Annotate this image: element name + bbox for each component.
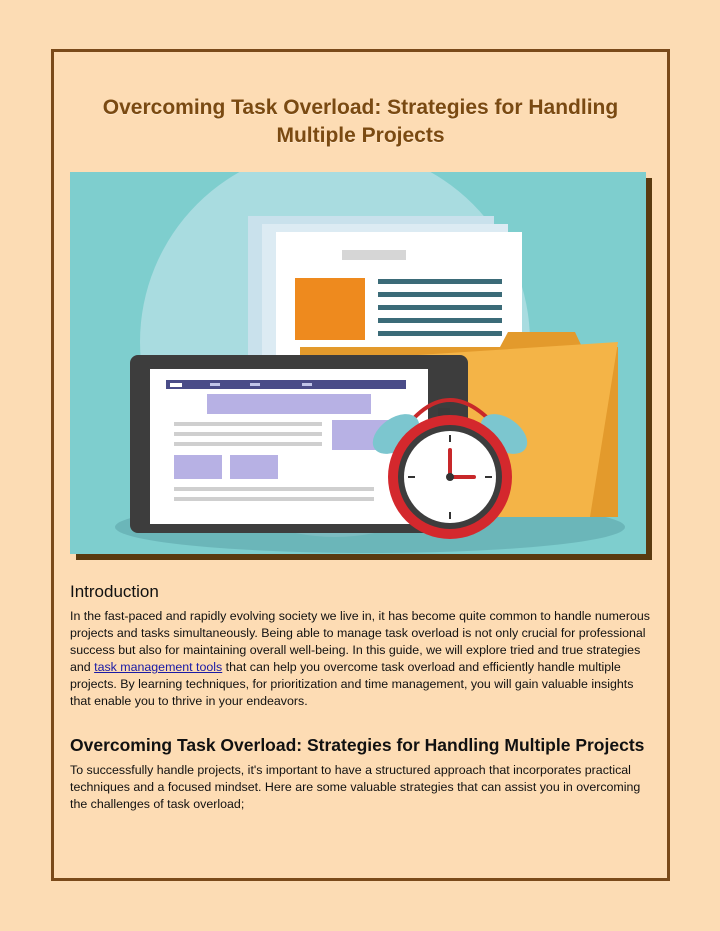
hero-illustration: [70, 172, 650, 557]
page-title: Overcoming Task Overload: Strategies for Handling Multiple Projects: [102, 96, 619, 147]
intro-text-before-link: In the fast-paced and rapidly evolving society we live in, it has become quite common to handle numerous projects and tasks simultaneously. Being able to manage task overload is not only crucial for professional success but also for maintaining overall well-being. In this guide, we will explore tried and true strategies and: [70, 609, 650, 674]
page-frame: [51, 49, 670, 881]
intro-text-after-link: that can help you overcome task overload and efficiently handle multiple projects. By learning techniques, for prioritization and time management, you will gain valuable insights that enable you to thrive in your endeavors.: [70, 660, 634, 708]
introduction-paragraph: [70, 608, 655, 710]
introduction-heading: Introduction: [70, 582, 159, 601]
task-management-tools-link[interactable]: task management tools: [94, 660, 223, 674]
strategies-heading: Overcoming Task Overload: Strategies for Handling Multiple Projects: [70, 735, 645, 755]
strategies-paragraph: To successfully handle projects, it's important to have a structured approach that incorporates practical techniques and a focused mindset. Here are some valuable strategies that can assist you in overcoming the challenges of task overload;: [70, 763, 641, 811]
hero-image: [70, 172, 646, 554]
